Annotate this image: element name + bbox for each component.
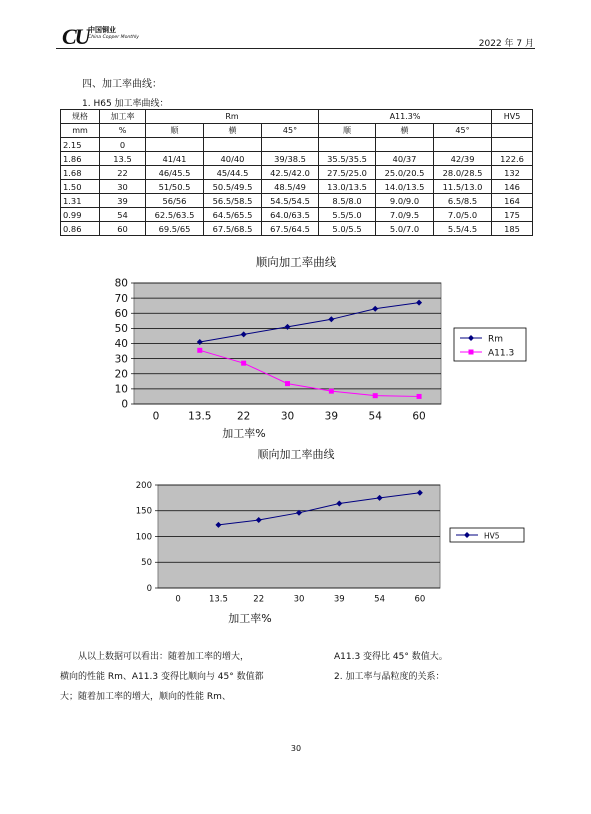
table-row (61, 222, 533, 236)
data-point (197, 348, 202, 353)
header-date: 2022 年 7 月 (478, 39, 534, 49)
subsection-heading: 2. 加工率与晶粒度的关系： (334, 672, 445, 682)
table-cell: 45/44.5 (204, 166, 262, 180)
table-cell: 1.86 (61, 152, 100, 166)
table-cell: 1.50 (61, 180, 100, 194)
table-cell (492, 138, 533, 152)
table-cell: 27.5/25.0 (319, 166, 376, 180)
table-cell: 67.5/68.5 (204, 222, 262, 236)
table-cell: 46/45.5 (146, 166, 204, 180)
rm-a113-chart (0, 270, 591, 442)
table-cell (319, 138, 376, 152)
table-cell: 56/56 (146, 194, 204, 208)
table-cell: 185 (492, 222, 533, 236)
y-tick-label: 50 (141, 558, 152, 569)
table-cell: 28.0/28.5 (434, 166, 492, 180)
table-cell: 54.5/54.5 (262, 194, 319, 208)
x-tick-label: 30 (293, 594, 305, 605)
data-point (329, 389, 334, 394)
table-cell: 25.0/20.5 (376, 166, 434, 180)
y-tick-label: 200 (135, 480, 152, 491)
logo-name-en: China Copper Monthly (88, 35, 140, 40)
y-tick-label: 100 (135, 532, 152, 543)
table-row (61, 180, 533, 194)
chart1-title: 顺向加工率曲线 (255, 255, 337, 269)
y-tick-label: 60 (114, 307, 128, 320)
table-cell: 164 (492, 194, 533, 208)
x-tick-label: 60 (412, 410, 426, 423)
table-cell: 11.5/13.0 (434, 180, 492, 194)
table-cell: 62.5/63.5 (146, 208, 204, 222)
x-tick-label: 30 (280, 410, 295, 423)
table-cell: 41/41 (146, 152, 204, 166)
table-cell: 5.0/5.5 (319, 222, 376, 236)
table-header-cell: A11.3% (319, 110, 492, 124)
y-tick-label: 80 (114, 277, 128, 290)
table-cell: 0.99 (61, 208, 100, 222)
table-cell: 42/39 (434, 152, 492, 166)
table-header-cell: 规格 (61, 110, 100, 124)
y-tick-label: 150 (135, 506, 152, 517)
table-header-cell: 45° (434, 124, 492, 138)
table-header-cell: 顺 (319, 124, 376, 138)
table-cell: 5.5/5.0 (319, 208, 376, 222)
header-rule (56, 48, 535, 49)
table-cell: 39 (100, 194, 146, 208)
x-tick-label: 0 (175, 594, 181, 605)
table-cell: 14.0/13.5 (376, 180, 434, 194)
chart2-title: 顺向加工率曲线 (257, 448, 335, 461)
processing-rate-table (60, 109, 533, 236)
data-point (241, 361, 246, 366)
logo-name-cn: 中国铜业 (88, 26, 116, 34)
legend-label: HV5 (484, 531, 500, 541)
table-header-row (61, 110, 533, 124)
table-cell: 7.0/9.5 (376, 208, 434, 222)
page-number: 30 (290, 744, 302, 753)
table-cell: 0 (100, 138, 146, 152)
table-cell (376, 138, 434, 152)
data-point (373, 393, 378, 398)
table-cell: 60 (100, 222, 146, 236)
table-cell: 2.15 (61, 138, 100, 152)
y-tick-label: 0 (121, 398, 128, 411)
table-header-cell: 横 (376, 124, 434, 138)
legend-label: Rm (488, 334, 504, 345)
table-header-cell: 顺 (146, 124, 204, 138)
table-cell: 175 (492, 208, 533, 222)
x-tick-label: 13.5 (208, 594, 228, 605)
x-axis-label: 加工率% (228, 612, 272, 625)
table-cell: 35.5/35.5 (319, 152, 376, 166)
table-cell: 56.5/58.5 (204, 194, 262, 208)
conclusion-paragraph (60, 647, 310, 707)
x-tick-label: 22 (236, 410, 251, 423)
table-cell: 5.5/4.5 (434, 222, 492, 236)
table-cell (204, 138, 262, 152)
right-column-text (334, 647, 534, 687)
table-cell: 0.86 (61, 222, 100, 236)
table-header-cell: % (100, 124, 146, 138)
table-cell: 146 (492, 180, 533, 194)
table-cell: 67.5/64.5 (262, 222, 319, 236)
section-heading: 四、加工率曲线： (82, 79, 162, 90)
table-row (61, 152, 533, 166)
table-cell: 42.5/42.0 (262, 166, 319, 180)
legend-marker (469, 350, 474, 355)
y-tick-label: 30 (114, 353, 128, 366)
y-tick-label: 40 (114, 338, 128, 351)
table-cell: 40/37 (376, 152, 434, 166)
table-row (61, 138, 533, 152)
table-cell: 48.5/49 (262, 180, 319, 194)
table-cell: 30 (100, 180, 146, 194)
table-row (61, 166, 533, 180)
table-cell: 9.0/9.0 (376, 194, 434, 208)
table-cell: 50.5/49.5 (204, 180, 262, 194)
x-tick-label: 0 (152, 410, 160, 423)
x-tick-label: 54 (368, 410, 382, 423)
table-cell: 122.6 (492, 152, 533, 166)
table-cell: 64.0/63.5 (262, 208, 319, 222)
table-cell: 13.0/13.5 (319, 180, 376, 194)
table-header-cell: 45° (262, 124, 319, 138)
y-tick-label: 50 (114, 323, 128, 336)
table-header-row (61, 124, 533, 138)
table-header-cell: 加工率 (100, 110, 146, 124)
paragraph-line: 大；随着加工率的增大，顺向的性能 Rm、 (60, 692, 231, 702)
table-cell: 39/38.5 (262, 152, 319, 166)
hv5-chart (0, 478, 591, 628)
table-cell: 8.5/8.0 (319, 194, 376, 208)
table-header-cell: Rm (146, 110, 319, 124)
logo-mark: CU (62, 24, 89, 49)
x-tick-label: 60 (414, 594, 426, 605)
paragraph-line: 从以上数据可以看出：随着加工率的增大， (78, 652, 250, 662)
table-cell: 51/50.5 (146, 180, 204, 194)
data-point (417, 394, 422, 399)
table-cell: 54 (100, 208, 146, 222)
y-tick-label: 70 (114, 292, 128, 305)
table-cell: 64.5/65.5 (204, 208, 262, 222)
table-cell (262, 138, 319, 152)
legend-label: A11.3 (488, 348, 515, 359)
table-cell: 1.31 (61, 194, 100, 208)
sub-heading: 1. H65 加工率曲线： (82, 99, 169, 109)
table-header-cell: mm (61, 124, 100, 138)
paragraph-line: A11.3 变得比 45° 数值大。 (334, 652, 448, 662)
y-tick-label: 0 (146, 583, 152, 594)
x-tick-label: 54 (374, 594, 385, 605)
x-tick-label: 39 (333, 594, 345, 605)
x-tick-label: 39 (324, 410, 339, 423)
table-cell: 69.5/65 (146, 222, 204, 236)
table-row (61, 194, 533, 208)
table-cell: 1.68 (61, 166, 100, 180)
table-header-cell (492, 124, 533, 138)
table-header-cell: 横 (204, 124, 262, 138)
table-header-cell: HV5 (492, 110, 533, 124)
table-cell: 5.0/7.0 (376, 222, 434, 236)
table-row (61, 208, 533, 222)
data-point (285, 381, 290, 386)
x-axis-label: 加工率% (222, 427, 266, 440)
table-cell (146, 138, 204, 152)
x-tick-label: 22 (253, 594, 265, 605)
table-cell: 6.5/8.5 (434, 194, 492, 208)
x-tick-label: 13.5 (188, 410, 212, 423)
table-cell (434, 138, 492, 152)
table-cell: 13.5 (100, 152, 146, 166)
y-tick-label: 20 (114, 368, 128, 381)
table-cell: 7.0/5.0 (434, 208, 492, 222)
table-cell: 40/40 (204, 152, 262, 166)
table-cell: 22 (100, 166, 146, 180)
y-tick-label: 10 (114, 383, 128, 396)
paragraph-line: 横向的性能 Rm、A11.3 变得比顺向与 45° 数值都 (60, 672, 264, 682)
table-cell: 132 (492, 166, 533, 180)
